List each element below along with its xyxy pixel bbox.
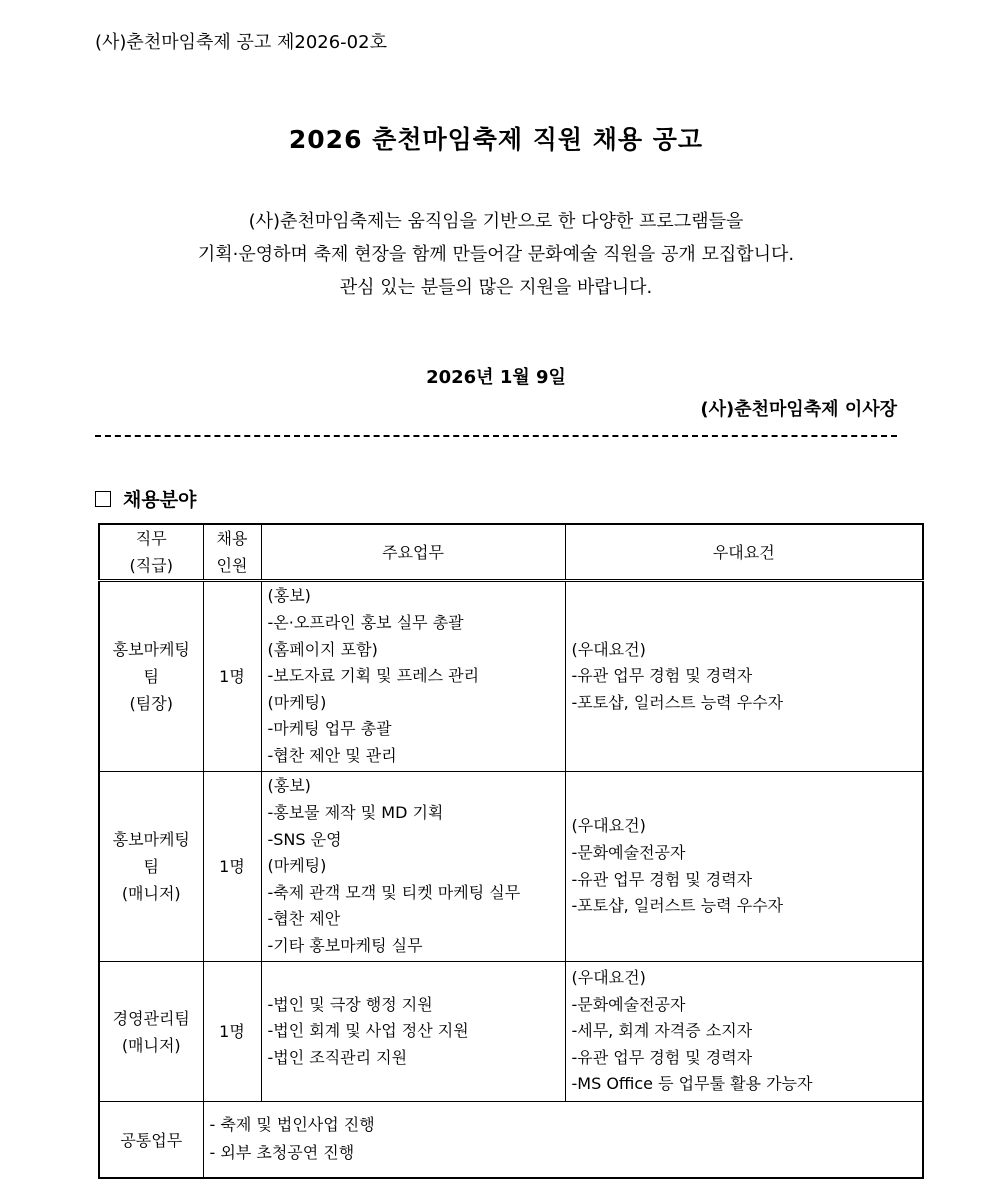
duty-line: -온·오프라인 홍보 실무 총괄 [267,613,464,633]
count-cell: 1명 [203,772,261,962]
header-count [203,524,261,581]
duty-line: (마케팅) [267,692,327,712]
duty-line: -보도자료 기획 및 프레스 관리 [267,666,480,686]
header-count-line: 인원 [216,556,248,575]
role-grade: (매니저) [121,884,181,903]
notice-date: 2026년 1월 9일 [426,367,566,388]
role-cell [99,962,203,1102]
duties-cell [261,772,565,962]
table-row [99,581,923,772]
pref-line: -세무, 회계 자격증 소지자 [571,1021,753,1041]
intro-line: 관심 있는 분들의 많은 지원을 바랍니다. [339,277,653,298]
count-cell: 1명 [203,581,261,772]
duty-line: -협찬 제안 및 관리 [267,745,397,765]
pref-line: -문화예술전공자 [571,994,686,1014]
role-cell [99,581,203,772]
intro-line: (사)춘천마임축제는 움직임을 기반으로 한 다양한 프로그램들을 [248,211,744,232]
header-count-line: 채용 [216,529,248,548]
pref-line: (우대요건) [571,639,646,659]
duty-line: -SNS 운영 [267,829,342,849]
checkbox-icon [95,491,111,507]
duty-line: (홍보) [267,776,311,796]
common-duties-cell [203,1102,923,1178]
role-grade: (매니저) [121,1035,181,1055]
signer: (사)춘천마임축제 이사장 [700,399,897,420]
prefs-cell [565,962,923,1102]
duty-line: -법인 조직관리 지원 [267,1047,408,1067]
duty-line: -법인 회계 및 사업 정산 지원 [267,1021,469,1041]
duty-line: (마케팅) [267,856,327,876]
header-role [99,524,203,581]
page-title: 2026 춘천마임축제 직원 채용 공고 [288,125,704,154]
pref-line: -MS Office 등 업무툴 활용 가능자 [571,1074,813,1094]
pref-line: (우대요건) [571,968,646,988]
dashed-divider [95,435,897,437]
duty-line: (홈페이지 포함) [267,639,378,659]
role-cell [99,772,203,962]
notice-number: (사)춘천마임축제 공고 제2026-02호 [95,32,387,53]
header-role-line: 직무 [135,529,167,548]
table-header-row [99,524,923,581]
header-duties: 주요업무 [261,524,565,581]
duty-line: -협찬 제안 [267,909,341,929]
pref-line: -유관 업무 경험 및 경력자 [571,869,753,889]
duties-cell [261,962,565,1102]
pref-line: -유관 업무 경험 및 경력자 [571,1047,753,1067]
intro-line: 기획·운영하며 축제 현장을 함께 만들어갈 문화예술 직원을 공개 모집합니다. [197,244,795,265]
role-name: 홍보마케팅팀 [112,830,190,876]
duty-line: (홍보) [267,586,311,606]
pref-line: -포토샵, 일러스트 능력 우수자 [571,896,784,916]
section-heading-label: 채용분야 [123,489,197,511]
count-cell: 1명 [203,962,261,1102]
header-prefs: 우대요건 [565,524,923,581]
pref-line: -포토샵, 일러스트 능력 우수자 [571,692,784,712]
jobs-table [98,523,924,1179]
role-name: 경영관리팀 [112,1008,190,1028]
intro-text [0,205,992,304]
duty-line: -홍보물 제작 및 MD 기획 [267,803,444,823]
duty-line: -기타 홍보마케팅 실무 [267,935,423,955]
table-row [99,962,923,1102]
pref-line: (우대요건) [571,816,646,836]
prefs-cell [565,581,923,772]
common-duties-row [99,1102,923,1178]
prefs-cell [565,772,923,962]
duty-line: -마케팅 업무 총괄 [267,719,392,739]
duty-line: -법인 및 극장 행정 지원 [267,994,433,1014]
table-row [99,772,923,962]
header-role-line: (직급) [129,556,173,575]
common-duty-line: - 축제 및 법인사업 진행 [209,1115,375,1135]
duties-cell [261,581,565,772]
common-duty-line: - 외부 초청공연 진행 [209,1143,355,1163]
section-heading [95,485,196,512]
pref-line: -유관 업무 경험 및 경력자 [571,666,753,686]
duty-line: -축제 관객 모객 및 티켓 마케팅 실무 [267,882,521,902]
role-grade: (팀장) [129,694,173,713]
pref-line: -문화예술전공자 [571,842,686,862]
common-duties-label: 공통업무 [99,1102,203,1178]
role-name: 홍보마케팅팀 [112,640,190,686]
